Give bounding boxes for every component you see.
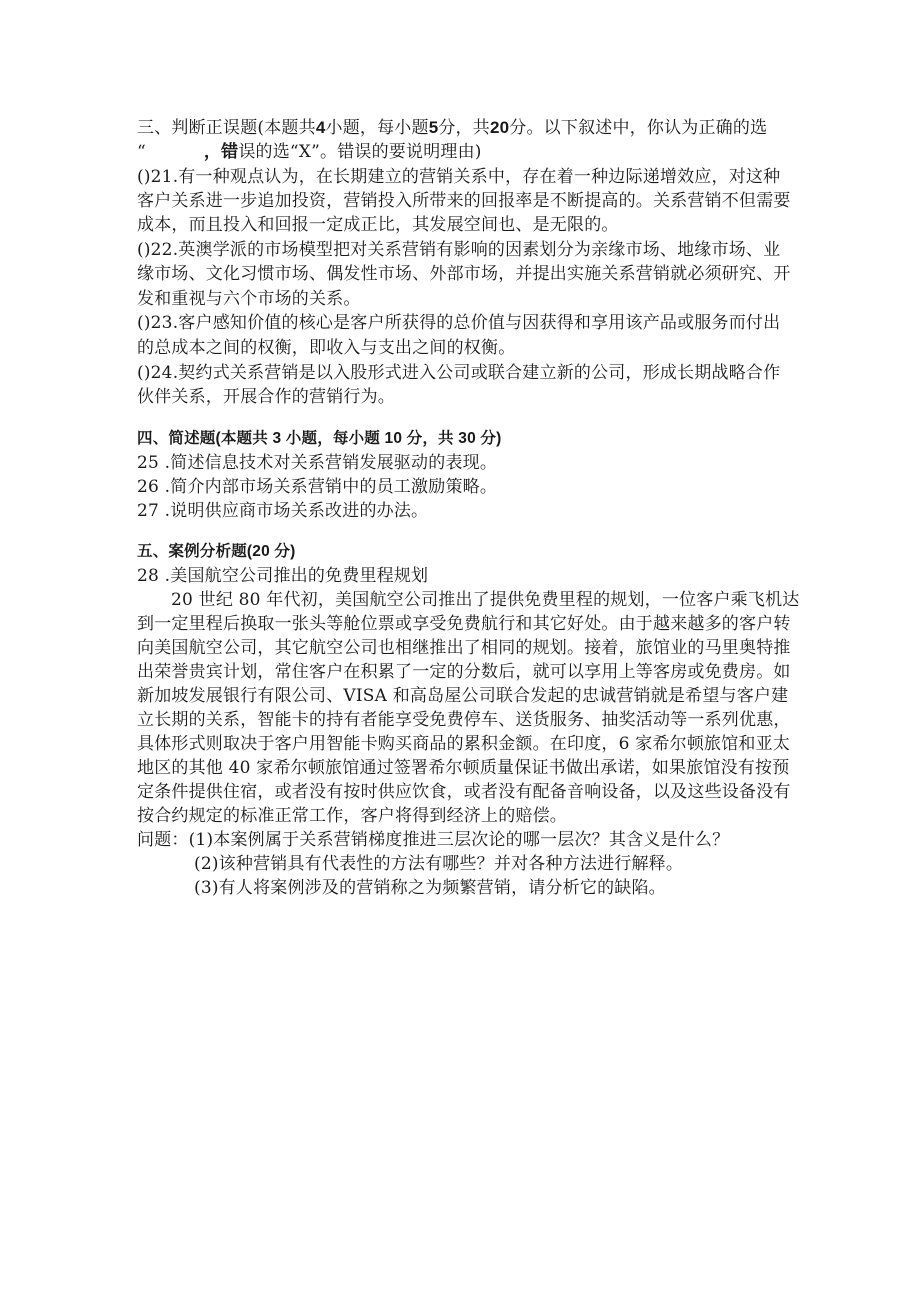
heading-text: 三、判断正误题(本题共 xyxy=(137,118,316,138)
case-paragraph-line: 按合约规定的标准正常工作，客户将得到经济上的赔偿。 xyxy=(137,806,567,826)
question-1: 问题：(1)本案例属于关系营销梯度推进三层次论的哪一层次？其含义是什么？ xyxy=(137,830,730,850)
q21-line: ()21.有一种观点认为，在长期建立的营销关系中，存在着一种边际递增效应，对这种 xyxy=(137,167,781,187)
case-paragraph-line: 到一定里程后换取一张头等舱位票或享受免费航行和其它好处。由于越来越多的客户转 xyxy=(137,614,791,634)
case-paragraph-line: 新加坡发展银行有限公司、VISA 和高岛屋公司联合发起的忠诚营销就是希望与客户建 xyxy=(137,686,789,706)
q21-line: 成本，而且投入和回报一定成正比，其发展空间也、是无限的。 xyxy=(137,215,619,235)
question-3: (3)有人将案例涉及的营销称之为频繁营销，请分析它的缺陷。 xyxy=(194,878,666,898)
q24-line: 伙伴关系，开展合作的营销行为。 xyxy=(137,387,395,407)
case-paragraph-line: 出荣誉贵宾计划，常住客户在积累了一定的分数后，就可以享用上等客房或免费房。如 xyxy=(137,662,791,682)
heading-text: 小题，每小题 xyxy=(325,118,429,138)
q22-line: 缘市场、文化习惯市场、偶发性市场、外部市场，并提出实施关系营销就必须研究、开 xyxy=(137,264,791,284)
case-paragraph-line: 20 世纪 80 年代初，美国航空公司推出了提供免费里程的规划，一位客户乘飞机达 xyxy=(171,590,800,610)
q26-item: 26 .简介内部市场关系营销中的员工激励策略。 xyxy=(137,477,498,497)
q22-line: ()22.英澳学派的市场模型把对关系营销有影响的因素划分为亲缘市场、地缘市场、业 xyxy=(137,240,781,260)
q23-line: 的总成本之间的权衡，即收入与支出之间的权衡。 xyxy=(137,338,516,358)
question-2: (2)该种营销具有代表性的方法有哪些？并对各种方法进行解释。 xyxy=(194,854,684,874)
section4-heading: 四、简述题(本题共 3 小题，每小题 10 分，共 30 分) xyxy=(137,430,502,447)
case-paragraph-line: 向美国航空公司，其它航空公司也相继推出了相同的规划。接着，旅馆业的马里奥特推 xyxy=(137,638,791,658)
section3-heading-line2 xyxy=(137,140,843,164)
case-paragraph-line: 立长期的关系，智能卡的持有者能享受免费停车、送货服务、抽奖活动等一系列优惠， xyxy=(137,710,791,730)
q22-line: 发和重视与六个市场的关系。 xyxy=(137,289,361,309)
wrong-label: ，错 xyxy=(203,142,239,162)
heading-text: 分，共 xyxy=(438,118,490,138)
q27-item: 27 .说明供应商市场关系改进的办法。 xyxy=(137,501,429,521)
q25-item: 25 .简述信息技术对关系营销发展驱动的表现。 xyxy=(137,453,498,473)
q21-line: 客户关系进一步追加投资，营销投入所带来的回报率是不断提高的。关系营销不但需要 xyxy=(137,191,791,211)
quote-mark: “ xyxy=(137,142,146,162)
heading-number: 5 xyxy=(428,118,439,137)
heading-text: 误的选“X”。错误的要说明理由) xyxy=(238,142,482,162)
case-paragraph-line: 具体形式则取决于客户用智能卡购买商品的累积金额。在印度，6 家希尔顿旅馆和亚太 xyxy=(137,734,791,754)
heading-number: 20 xyxy=(489,118,510,137)
section5-heading: 五、案例分析题(20 分) xyxy=(137,543,296,560)
q23-line: ()23.客户感知价值的核心是客户所获得的总价值与因获得和享用该产品或服务而付出 xyxy=(137,313,781,333)
heading-number: 4 xyxy=(315,118,326,137)
case-paragraph-line: 地区的其他 40 家希尔顿旅馆通过签署希尔顿质量保证书做出承诺，如果旅馆没有按预 xyxy=(137,758,790,778)
case-paragraph-line: 定条件提供住宿，或者没有按时供应饮食，或者没有配备音响设备，以及这些设备没有 xyxy=(137,782,791,802)
section3-heading xyxy=(137,116,843,140)
q24-line: ()24.契约式关系营销是以入股形式进入公司或联合建立新的公司，形成长期战略合作 xyxy=(137,363,781,383)
q28-title: 28 .美国航空公司推出的免费里程规划 xyxy=(137,566,429,586)
heading-text: 分。以下叙述中，你认为正确的选 xyxy=(509,118,768,138)
